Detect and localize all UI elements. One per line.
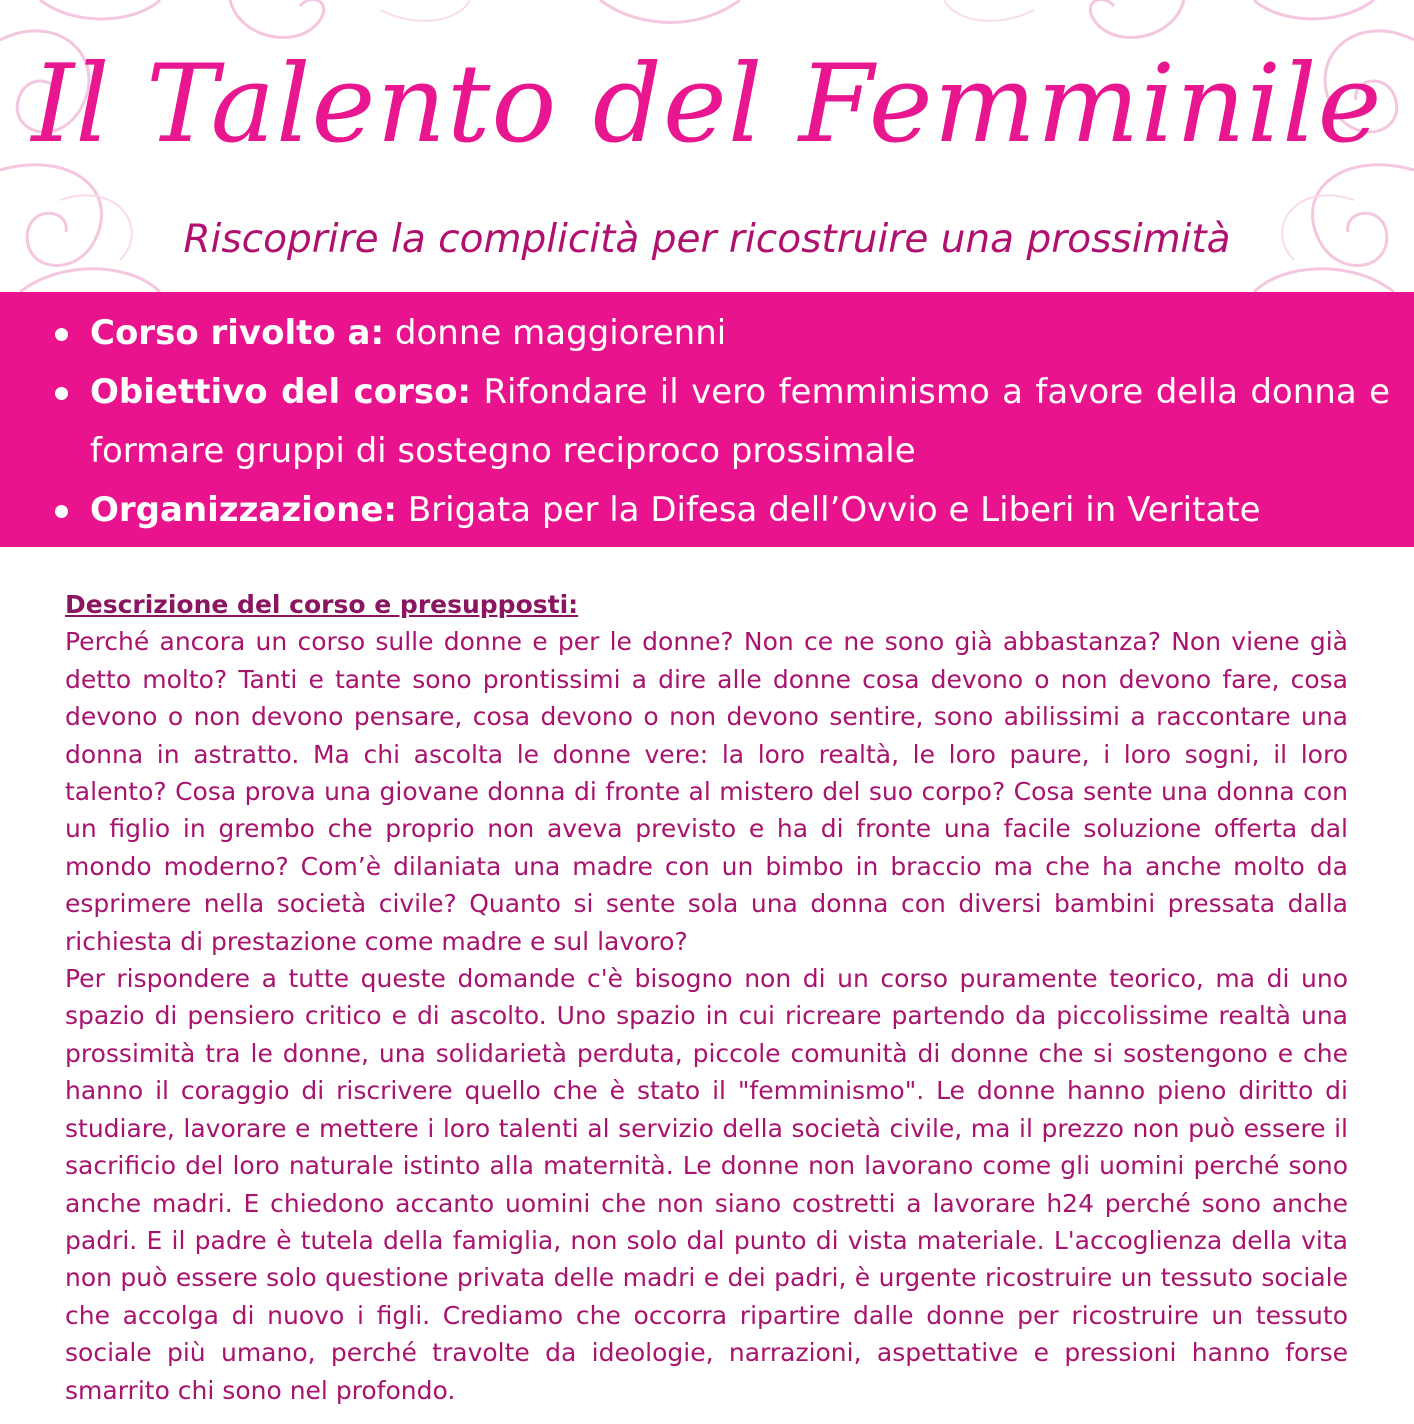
page-title: Il Talento del Femminile: [31, 42, 1383, 167]
info-item-objective: [90, 363, 1390, 481]
info-value: Brigata per la Difesa dell’Ovvio e Liberi in Veritate: [407, 490, 1261, 530]
description-paragraph: Perché ancora un corso sulle donne e per le donne? Non ce ne sono già abbastanza? Non viene già detto molto? Tanti e tante sono prontissimi a dire alle donne cosa devono o non devono fare, cosa devono o non devono pensare, cosa devono o non devono sentire, sono abilissimi a raccontare una donna in astratto. Ma chi ascolta le donne vere: la loro realtà, le loro paure, i loro sogni, il loro talento? Cosa prova una giovane donna di fronte al mistero del suo corpo? Cosa sente una donna con un figlio in grembo che proprio non aveva previsto e ha di fronte una facile soluzione offerta dal mondo moderno? Com’è dilaniata una madre con un bimbo in braccio ma che ha anche molto da esprimere nella società civile? Quanto si sente sola una donna con diversi bambini pressata dalla richiesta di prestazione come madre e sul lavoro?: [65, 627, 1348, 956]
description-paragraph: Per rispondere a tutte queste domande c'è bisogno non di un corso puramente teorico, ma di uno spazio di pensiero critico e di ascolto. Uno spazio in cui ricreare partendo da piccolissime realtà una prossimità tra le donne, una solidarietà perduta, piccole comunità di donne che si sostengono e che hanno il coraggio di riscrivere quello che è stato il "femminismo". Le donne hanno pieno diritto di studiare, lavorare e mettere i loro talenti al servizio della società civile, ma il prezzo non può essere il sacrificio del loro naturale istinto alla maternità. Le donne non lavorano come gli uomini perché sono anche madri. E chiedono accanto uomini che non siano costretti a lavorare h24 perché sono anche padri. E il padre è tutela della famiglia, non solo dal punto di vista materiale. L'accoglienza della vita non può essere solo questione privata delle madri e dei padri, è urgente ricostruire un tessuto sociale che accolga di nuovo i figli. Crediamo che occorra ripartire dalle donne per ricostruire un tessuto sociale più umano, perché travolte da ideologie, narrazioni, aspettative e pressioni hanno forse smarrito chi sono nel profondo.: [65, 964, 1348, 1405]
info-list: [90, 304, 1390, 540]
info-item-organization: [90, 481, 1390, 540]
info-label: Organizzazione:: [90, 490, 397, 530]
info-value: Rifondare il vero femminismo a favore della donna e formare gruppi di sostegno reciproco prossimale: [90, 372, 1390, 471]
bullet-icon: [55, 328, 68, 341]
info-label: Corso rivolto a:: [90, 313, 385, 353]
bullet-icon: [55, 505, 68, 518]
bullet-icon: [55, 387, 68, 400]
info-item-audience: [90, 304, 1390, 363]
info-label: Obiettivo del corso:: [90, 372, 472, 412]
info-value: donne maggiorenni: [394, 313, 727, 353]
description-heading: Descrizione del corso e presupposti:: [65, 590, 579, 619]
page-subtitle: Riscoprire la complicità per ricostruire una prossimità: [183, 217, 1231, 262]
header: [0, 0, 1414, 292]
description-section: [65, 586, 1348, 1409]
info-band: [0, 292, 1414, 547]
